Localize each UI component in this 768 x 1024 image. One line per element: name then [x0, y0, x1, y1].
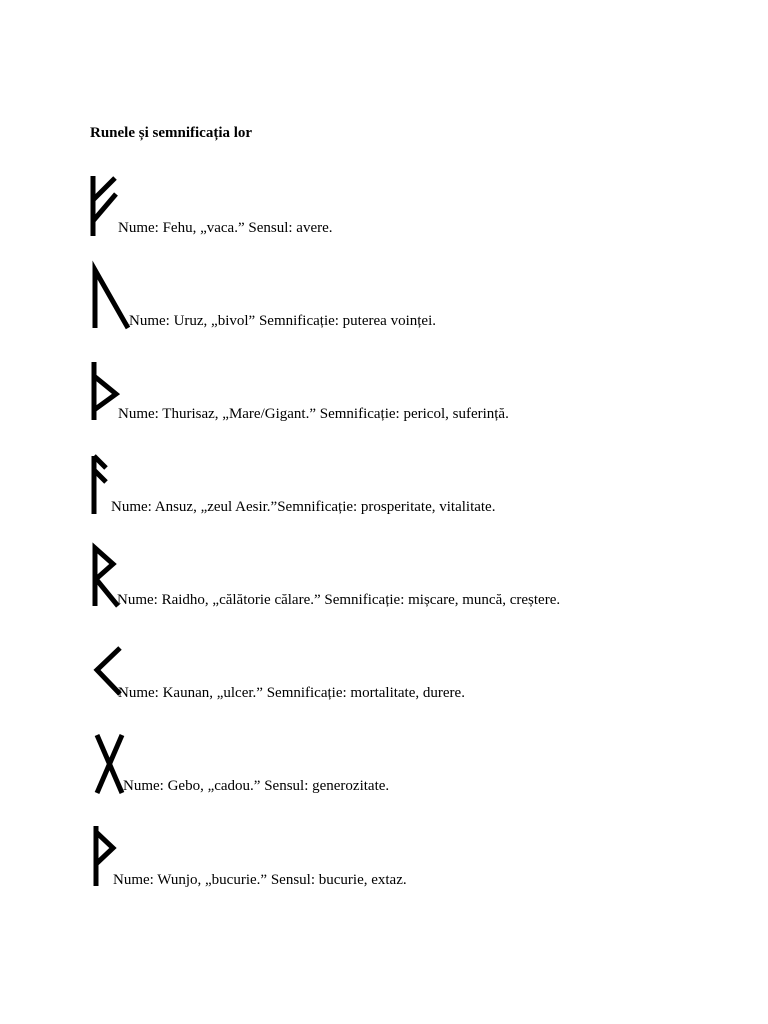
- rune-description-kaunan: Nume: Kaunan, „ulcer.” Semnificație: mortalitate, durere.: [118, 685, 465, 701]
- rune-description-uruz: Nume: Uruz, „bivol” Semnificație: puterea voinței.: [129, 313, 436, 329]
- raidho-rune-icon: [0, 546, 140, 626]
- rune-description-fehu: Nume: Fehu, „vaca.” Sensul: avere.: [118, 220, 333, 236]
- rune-entry-wunjo: [0, 826, 768, 906]
- rune-entry-thurisaz: [0, 362, 768, 442]
- rune-description-ansuz: Nume: Ansuz, „zeul Aesir.”Semnificație: prosperitate, vitalitate.: [111, 499, 496, 515]
- wunjo-rune-icon: [0, 826, 140, 906]
- rune-description-gebo: Nume: Gebo, „cadou.” Sensul: generozitate.: [123, 778, 390, 794]
- rune-entry-raidho: [0, 546, 768, 626]
- ansuz-rune-icon: [0, 454, 140, 534]
- uruz-rune-icon: [0, 268, 140, 348]
- fehu-rune-icon: [0, 174, 140, 254]
- rune-entry-uruz: [0, 268, 768, 348]
- rune-entry-fehu: [0, 174, 768, 254]
- rune-description-wunjo: Nume: Wunjo, „bucurie.” Sensul: bucurie, extaz.: [113, 872, 407, 888]
- rune-entry-ansuz: [0, 454, 768, 534]
- rune-description-raidho: Nume: Raidho, „călătorie călare.” Semnificație: mișcare, muncă, creștere.: [117, 592, 561, 608]
- thurisaz-rune-icon: [0, 362, 140, 442]
- rune-description-thurisaz: Nume: Thurisaz, „Mare/Gigant.” Semnificație: pericol, suferință.: [118, 406, 509, 422]
- gebo-rune-icon: [0, 733, 140, 813]
- page-title: Runele și semnificația lor: [90, 125, 253, 141]
- rune-entry-gebo: [0, 733, 768, 813]
- rune-entry-kaunan: [0, 646, 768, 726]
